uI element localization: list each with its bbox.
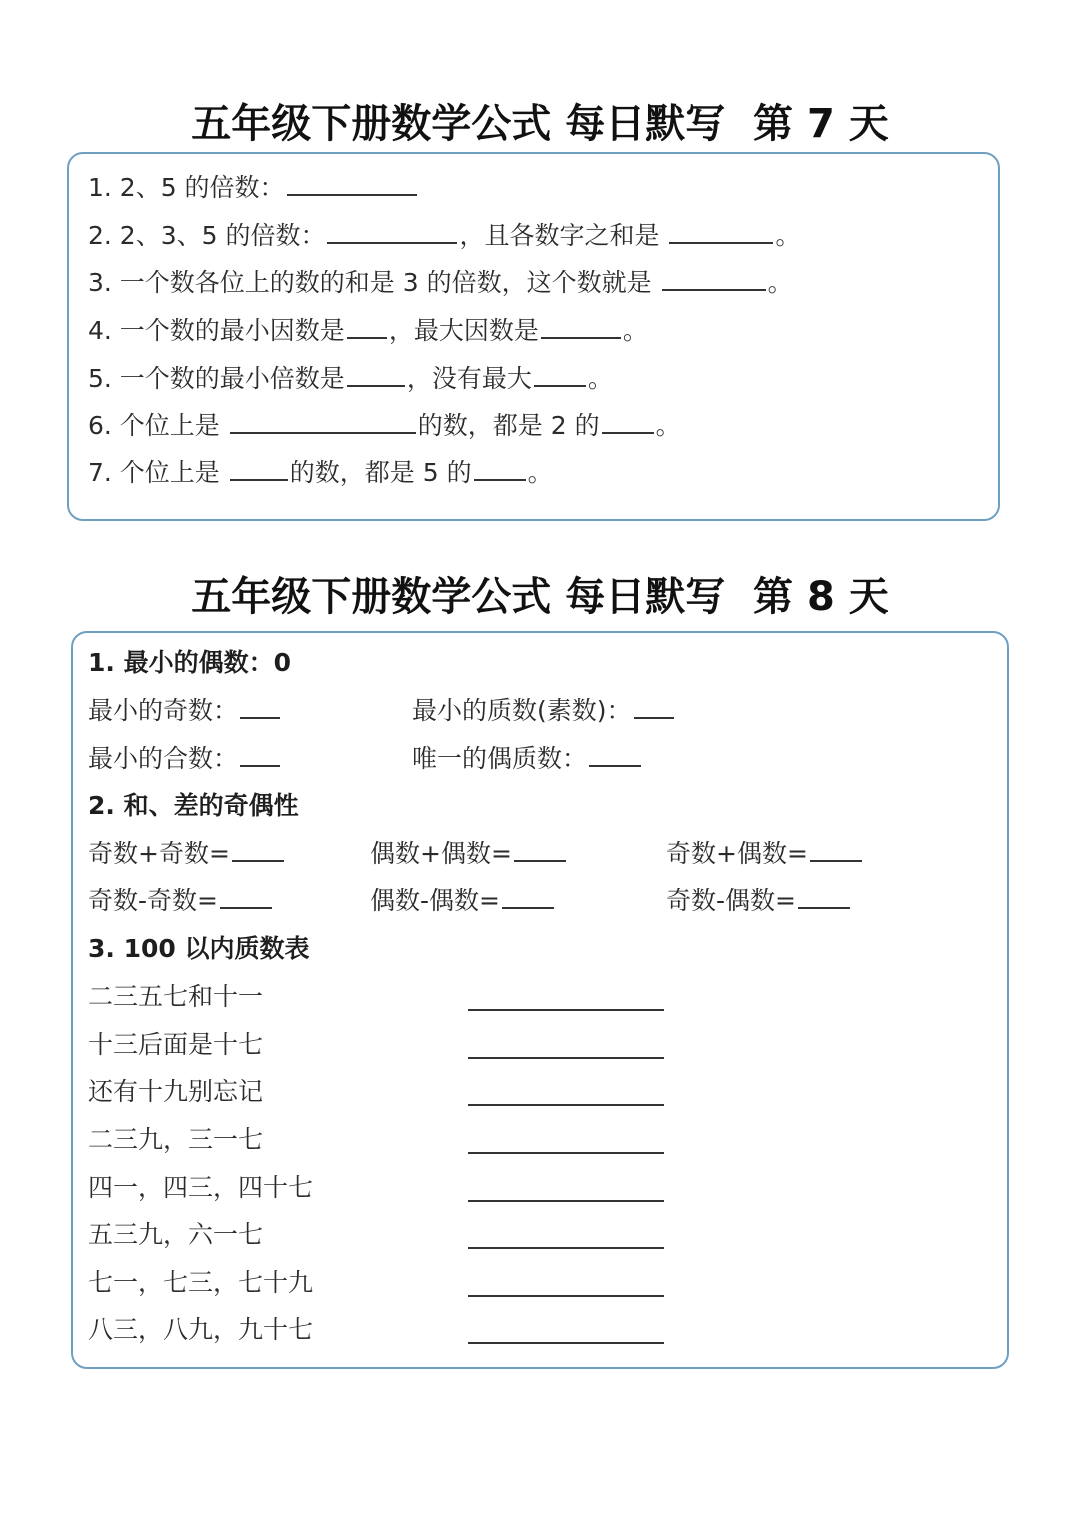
day7-item-5-text: 5. 一个数的最小倍数是	[88, 364, 345, 393]
answer-blank[interactable]	[468, 1104, 664, 1106]
answer-blank[interactable]	[602, 410, 654, 434]
odd-plus-even-label: 奇数+偶数=	[666, 839, 808, 868]
answer-blank[interactable]	[232, 838, 284, 862]
mnemonic-line: 还有十九别忘记	[88, 1077, 264, 1106]
answer-blank[interactable]	[798, 885, 850, 909]
answer-blank[interactable]	[287, 172, 417, 196]
answer-blank[interactable]	[662, 267, 766, 291]
day7-item-7-text: 7. 个位上是	[88, 458, 220, 487]
day7-item-2-text-b: ，且各数字之和是	[459, 221, 660, 250]
smallest-prime	[412, 695, 676, 727]
answer-blank[interactable]	[240, 743, 280, 767]
mnemonic-line: 五三九，六一七	[88, 1220, 264, 1249]
smallest-odd-label: 最小的奇数：	[88, 696, 239, 725]
day7-item-5-text-b: ，没有最大	[406, 364, 532, 393]
smallest-odd	[88, 695, 282, 727]
day7-item-2-text-c: 。	[775, 221, 801, 250]
answer-blank[interactable]	[541, 315, 621, 339]
answer-blank[interactable]	[669, 220, 773, 244]
smallest-prime-label: 最小的质数(素数)：	[412, 696, 632, 725]
day7-item-7-text-b: 的数，都是 5 的	[289, 458, 472, 487]
mnemonic-line: 四一，四三，四十七	[88, 1173, 314, 1202]
answer-blank[interactable]	[502, 885, 554, 909]
answer-blank[interactable]	[810, 838, 862, 862]
only-even-prime	[412, 743, 643, 775]
day7-item-3-text-b: 。	[767, 268, 793, 297]
mnemonic-line: 十三后面是十七	[88, 1030, 264, 1059]
day7-item-5-text-c: 。	[587, 364, 613, 393]
day7-item-4-text-c: 。	[622, 316, 648, 345]
section1-heading: 1. 最小的偶数：0	[88, 648, 291, 677]
section3-heading: 3. 100 以内质数表	[88, 934, 310, 963]
day7-item-3	[88, 267, 793, 299]
answer-blank[interactable]	[468, 1200, 664, 1202]
answer-blank[interactable]	[474, 457, 526, 481]
answer-blank[interactable]	[230, 457, 288, 481]
answer-blank[interactable]	[468, 1247, 664, 1249]
day7-item-5	[88, 363, 613, 395]
day7-item-6-text-c: 。	[655, 411, 681, 440]
odd-minus-odd	[88, 885, 274, 917]
even-minus-even	[370, 885, 556, 917]
odd-plus-odd-label: 奇数+奇数=	[88, 839, 230, 868]
day7-item-6	[88, 410, 681, 442]
mnemonic-line: 七一，七三，七十九	[88, 1268, 314, 1297]
day7-item-1-text: 1. 2、5 的倍数：	[88, 173, 285, 202]
answer-blank[interactable]	[468, 1342, 664, 1344]
answer-blank[interactable]	[347, 315, 387, 339]
mnemonic-line: 二三九，三一七	[88, 1125, 264, 1154]
answer-blank[interactable]	[240, 695, 280, 719]
smallest-composite-label: 最小的合数：	[88, 744, 239, 773]
day7-item-3-text: 3. 一个数各位上的数的和是 3 的倍数，这个数就是	[88, 268, 652, 297]
answer-blank[interactable]	[634, 695, 674, 719]
day7-item-4-text: 4. 一个数的最小因数是	[88, 316, 345, 345]
smallest-composite	[88, 743, 282, 775]
answer-blank[interactable]	[468, 1057, 664, 1059]
odd-minus-even-label: 奇数-偶数=	[666, 886, 796, 915]
answer-blank[interactable]	[468, 1152, 664, 1154]
odd-plus-odd	[88, 838, 286, 870]
even-plus-even	[370, 838, 568, 870]
answer-blank[interactable]	[347, 363, 405, 387]
answer-blank[interactable]	[468, 1009, 664, 1011]
day7-title: 五年级下册数学公式 每日默写 第 7 天	[191, 101, 889, 147]
day7-item-4-text-b: ，最大因数是	[388, 316, 539, 345]
answer-blank[interactable]	[220, 885, 272, 909]
mnemonic-line: 二三五七和十一	[88, 982, 264, 1011]
section2-heading: 2. 和、差的奇偶性	[88, 791, 299, 820]
day7-item-1	[88, 172, 419, 204]
day7-item-6-text-b: 的数，都是 2 的	[417, 411, 600, 440]
answer-blank[interactable]	[327, 220, 457, 244]
day7-item-4	[88, 315, 648, 347]
odd-plus-even	[666, 838, 864, 870]
day7-item-7	[88, 457, 553, 489]
even-minus-even-label: 偶数-偶数=	[370, 886, 500, 915]
day7-item-2-text: 2. 2、3、5 的倍数：	[88, 221, 326, 250]
day8-title: 五年级下册数学公式 每日默写 第 8 天	[191, 574, 889, 620]
only-even-prime-label: 唯一的偶质数：	[412, 744, 588, 773]
day7-item-2	[88, 220, 800, 252]
odd-minus-even	[666, 885, 852, 917]
answer-blank[interactable]	[514, 838, 566, 862]
answer-blank[interactable]	[468, 1295, 664, 1297]
mnemonic-line: 八三，八九，九十七	[88, 1315, 314, 1344]
answer-blank[interactable]	[589, 743, 641, 767]
even-plus-even-label: 偶数+偶数=	[370, 839, 512, 868]
day7-item-7-text-c: 。	[527, 458, 553, 487]
answer-blank[interactable]	[534, 363, 586, 387]
answer-blank[interactable]	[230, 410, 416, 434]
odd-minus-odd-label: 奇数-奇数=	[88, 886, 218, 915]
day7-item-6-text: 6. 个位上是	[88, 411, 220, 440]
